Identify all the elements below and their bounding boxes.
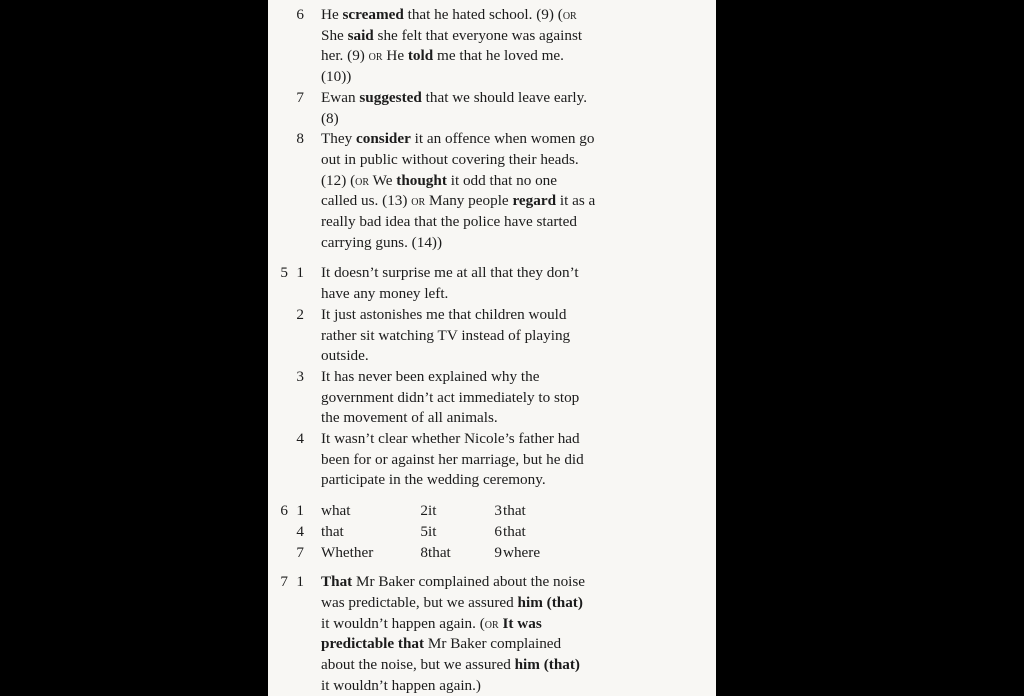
item-number: 8 — [420, 543, 428, 561]
item-number: 1 — [296, 573, 304, 591]
answer-key-page — [268, 0, 716, 696]
text-segment: It just astonishes me that children would — [321, 305, 567, 323]
item-number: 5 — [420, 522, 428, 540]
answer-line — [321, 614, 542, 635]
text-segment: been for or against her marriage, but he did — [321, 450, 584, 468]
bold-keyword: thought — [396, 171, 447, 189]
section-number: 7 — [280, 573, 288, 591]
text-segment: it as a — [556, 192, 596, 210]
text-segment: (12) ( — [321, 171, 356, 189]
answer-line — [321, 470, 546, 491]
text-segment: about the noise, but we assured — [321, 656, 515, 673]
text-segment: Many people — [425, 192, 513, 210]
text-segment: the movement of all animals. — [321, 409, 498, 427]
item-number: 7 — [296, 543, 304, 561]
answer-line — [321, 26, 582, 47]
answer-line — [321, 191, 595, 212]
answer-line — [321, 367, 539, 388]
answer-line — [321, 305, 567, 326]
answer-word: it — [428, 502, 437, 520]
bold-keyword: consider — [356, 130, 411, 148]
answer-line — [321, 5, 577, 26]
answer-word: that — [428, 543, 451, 561]
text-segment: out in public without covering their heads. — [321, 150, 579, 168]
text-segment: Mr Baker complained about the noise — [352, 573, 586, 591]
answer-line — [321, 129, 594, 150]
text-segment: (10)) — [321, 68, 352, 86]
text-segment: really bad idea that the police have started — [321, 213, 577, 230]
answer-word: that — [503, 502, 526, 520]
item-number: 1 — [296, 502, 304, 520]
text-segment: rather sit watching TV instead of playing — [321, 326, 571, 344]
answer-line — [321, 150, 579, 171]
answer-word: that — [321, 522, 344, 540]
text-segment: have any money left. — [321, 285, 449, 303]
text-segment: It has never been explained why the — [321, 367, 540, 385]
text-segment: It doesn’t surprise me at all that they don’t — [321, 264, 579, 282]
item-number: 3 — [296, 367, 304, 385]
text-segment: Ewan — [321, 88, 360, 106]
bold-keyword: screamed — [342, 6, 404, 23]
answer-word: what — [321, 502, 351, 520]
text-segment: it wouldn’t happen again.) — [321, 676, 481, 694]
text-segment: it odd that no one — [446, 171, 558, 189]
answer-line — [321, 67, 351, 88]
answer-word: where — [503, 543, 541, 561]
text-segment: She — [321, 26, 348, 44]
or-marker: or — [368, 48, 383, 65]
text-segment: It wasn’t clear whether Nicole’s father had — [321, 430, 580, 447]
answer-line — [321, 408, 498, 429]
answer-line — [321, 326, 570, 347]
item-number: 4 — [296, 430, 304, 447]
answer-line — [321, 572, 585, 593]
text-segment: her. (9) — [321, 47, 369, 65]
bold-keyword: suggested — [359, 88, 422, 106]
bold-keyword: That — [321, 573, 353, 591]
answer-line — [321, 109, 339, 130]
or-marker: or — [355, 172, 370, 189]
text-segment: outside. — [321, 347, 369, 365]
text-segment: They — [321, 130, 357, 148]
bold-keyword: told — [407, 47, 434, 65]
bold-keyword: him (that) — [517, 593, 583, 611]
text-segment: (8) — [321, 109, 339, 127]
answer-line — [321, 284, 448, 305]
text-segment: He — [321, 6, 343, 23]
section-number: 6 — [280, 502, 288, 520]
answer-line — [321, 233, 442, 254]
text-segment: that he hated school. (9) ( — [403, 6, 563, 23]
answer-line — [321, 46, 564, 67]
item-number: 9 — [494, 543, 502, 561]
text-segment: she felt that everyone was against — [373, 26, 583, 44]
text-segment: government didn’t act immediately to stop — [321, 388, 580, 406]
answer-line — [321, 88, 587, 109]
text-segment: it an offence when women go — [410, 130, 595, 148]
bold-keyword: him (that) — [514, 656, 580, 673]
text-segment: was predictable, but we assured — [321, 593, 518, 611]
answer-word: Whether — [321, 543, 374, 561]
text-segment: carrying guns. (14)) — [321, 233, 443, 251]
item-number: 6 — [494, 522, 502, 540]
answer-line — [321, 593, 583, 614]
item-number: 3 — [494, 502, 502, 520]
or-marker: or — [562, 7, 577, 23]
text-segment: called us. (13) — [321, 192, 412, 210]
or-marker: or — [484, 615, 499, 632]
text-segment: Mr Baker complained — [424, 635, 562, 653]
answer-line — [321, 388, 579, 409]
text-segment: me that he loved me. — [433, 47, 564, 65]
answer-word: that — [503, 522, 526, 540]
bold-keyword: regard — [512, 192, 557, 210]
bold-keyword: It was — [502, 614, 542, 632]
answer-line — [321, 171, 557, 192]
item-number: 7 — [296, 88, 304, 106]
bold-keyword: said — [347, 26, 374, 44]
answer-line — [321, 450, 584, 471]
answer-line — [321, 429, 580, 450]
answer-line — [321, 346, 369, 367]
answer-line — [321, 634, 561, 655]
text-segment: participate in the wedding ceremony. — [321, 471, 546, 489]
answer-line — [321, 212, 577, 233]
text-segment: He — [382, 47, 408, 65]
bold-keyword: predictable that — [321, 635, 425, 653]
item-number: 2 — [420, 502, 428, 520]
item-number: 6 — [296, 6, 304, 23]
section-number: 5 — [280, 264, 288, 282]
text-segment: that we should leave early. — [421, 88, 588, 106]
answer-word: it — [428, 522, 437, 540]
item-number: 4 — [296, 522, 304, 540]
item-number: 1 — [296, 264, 304, 282]
answer-line — [321, 655, 580, 676]
answer-line — [321, 676, 481, 696]
item-number: 2 — [296, 305, 304, 323]
item-number: 8 — [296, 130, 304, 148]
text-segment: We — [369, 171, 397, 189]
text-segment: it wouldn’t happen again. ( — [321, 614, 485, 632]
or-marker: or — [411, 193, 426, 210]
answer-line — [321, 263, 579, 284]
